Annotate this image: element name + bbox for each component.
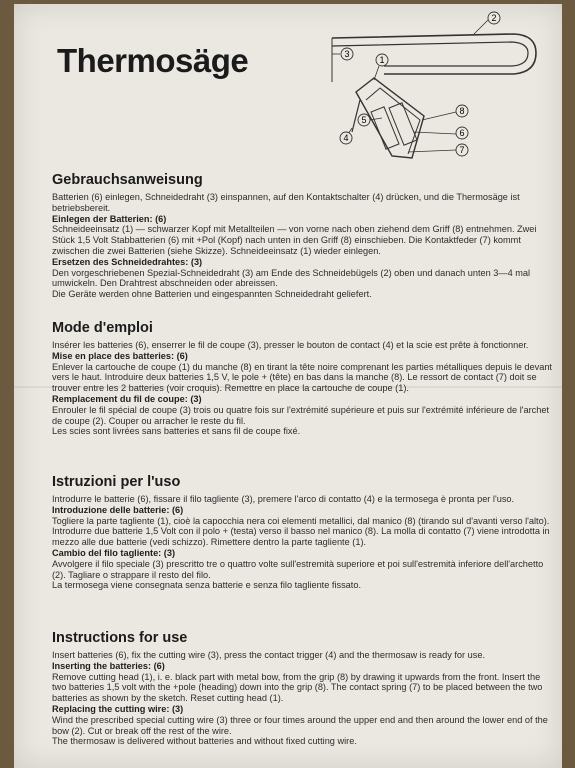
paragraph: Les scies sont livrées sans batteries et sans fil de coupe fixé. <box>52 426 301 437</box>
section-heading: Mode d'emploi <box>52 320 153 336</box>
diagram-label-5 <box>358 114 370 126</box>
paragraph: Togliere la parte tagliente (1), cioè la capocchia nera coi elementi metallici, dal manico (8) (tirando sul d'avanti verso l'alto). Introdurre due batterie 1,5 Volt con il polo + (testa) verso il basso nel manico (8). La molla di contatto (7) viene introdotta in mezzo alle due batterie (vedi schizzo). Rimettere dentro la parte tagliente (1). <box>52 515 550 548</box>
section-french <box>52 320 552 437</box>
svg-text:4: 4 <box>343 133 349 143</box>
section-heading: Gebrauchsanweisung <box>52 172 203 188</box>
svg-text:7: 7 <box>459 145 465 155</box>
svg-text:3: 3 <box>344 49 350 59</box>
paragraph: Introdurre le batterie (6), fissare il filo tagliente (3), premere l'arco di contatto (4) e la termosega è pronta per l'uso. <box>52 494 515 504</box>
paragraph: The thermosaw is delivered without batteries and without fixed cutting wire. <box>52 736 357 747</box>
paragraph: Batterien (6) einlegen, Schneidedraht (3) einspannen, auf den Kontaktschalter (4) drücken, und die Thermosäge ist betriebsbereit. <box>52 192 520 213</box>
paragraph: Schneideeinsatz (1) — schwarzer Kopf mit Metallteilen — von vorne nach oben ziehend dem Griff (8) entnehmen. Zwei Stück 1,5 Volt Stabbatterien (6) mit +Pol (Kopf) nach unten in den Griff (8) einschieben. Die Kontaktfeder (7) kommt zwischen die zwei Batterien (siehe Skizze). Schneideeinsatz (1) wieder einlegen. <box>52 224 537 256</box>
diagram-label-3 <box>341 48 353 60</box>
subheading: Introduzione delle batterie: (6) <box>52 504 184 515</box>
subheading: Remplacement du fil de coupe: (3) <box>52 393 202 404</box>
paragraph: Insert batteries (6), fix the cutting wire (3), press the contact trigger (4) and the thermosaw is ready for use. <box>52 650 486 660</box>
paragraph: Remove cutting head (1), i. e. black part with metal bow, from the grip (8) by drawing it upwards from the front. Insert the two batteries 1,5 volt with the +pole (heading) down into the grip (8). The contact spring (7) to be placed between the two batteries as shown by the sketch. Reset cutting head (1). <box>52 671 543 704</box>
paragraph: Insérer les batteries (6), enserrer le fil de coupe (3), presser le bouton de contact (4) et la scie est prête à fonctionner. <box>52 340 529 350</box>
diagram-label-1 <box>376 54 388 66</box>
svg-text:6: 6 <box>459 128 465 138</box>
subheading: Einlegen der Batterien: (6) <box>52 213 167 224</box>
page-title: Thermosäge <box>57 42 249 79</box>
section-heading: Instructions for use <box>52 630 188 646</box>
section-german <box>52 172 552 300</box>
subheading: Cambio del filo tagliente: (3) <box>52 547 176 558</box>
section-heading: Istruzioni per l'uso <box>52 474 181 490</box>
svg-text:8: 8 <box>459 106 465 116</box>
paragraph: Enrouler le fil spécial de coupe (3) trois ou quatre fois sur l'extrémité supérieure et puis sur l'extrémité inférieure de l'archet de coupe (2). Couper ou arracher le reste du fil. <box>52 404 550 426</box>
instruction-sheet <box>14 4 562 768</box>
diagram-label-6 <box>456 127 468 139</box>
paragraph: Avvolgere il filo speciale (3) prescritto tre o quattro volte sull'estremità superiore et poi sull'estremità inferiore dell'archetto (2). Tagliare o strappare il resto del filo. <box>52 558 544 580</box>
subheading: Mise en place des batteries: (6) <box>52 350 188 361</box>
subheading: Inserting the batteries: (6) <box>52 660 165 671</box>
section-english <box>52 630 552 747</box>
svg-text:2: 2 <box>491 13 497 23</box>
subheading: Replacing the cutting wire: (3) <box>52 703 184 714</box>
diagram-label-8 <box>456 105 468 117</box>
diagram-label-7 <box>456 144 468 156</box>
paragraph: La termosega viene consegnata senza batterie e senza filo tagliente fissato. <box>52 580 361 591</box>
subheading: Ersetzen des Schneidedrahtes: (3) <box>52 256 203 267</box>
svg-text:1: 1 <box>379 55 385 65</box>
paragraph: Enlever la cartouche de coupe (1) du manche (8) en tirant la tête noire comprenant les parties métalliques depuis le devant vers le haut. Introduire deux batteries 1,5 V, le pole + (tête) en bas dans la manche (8). Le ressort de contact (7) doit se trouver entre les 2 batteries (voir croquis). Remettre en place la cartouche de coupe (1). <box>52 361 552 394</box>
paragraph: Wind the prescribed special cutting wire (3) three or four times around the upper end and then around the lower end of the bow (2). Cut or break off the rest of the wire. <box>52 714 548 736</box>
svg-text:5: 5 <box>361 115 367 125</box>
section-italian <box>52 474 552 591</box>
paragraph: Den vorgeschriebenen Spezial-Schneidedraht (3) am Ende des Schneidebügels (2) oben und danach unten 3—4 mal umwickeln. Den Drahtrest abschneiden oder abreissen. <box>52 267 531 289</box>
diagram-label-4 <box>340 132 352 144</box>
diagram-label-2 <box>488 12 500 24</box>
thermosaw-diagram <box>304 8 562 168</box>
paragraph: Die Geräte werden ohne Batterien und eingespannten Schneidedraht geliefert. <box>52 289 372 300</box>
